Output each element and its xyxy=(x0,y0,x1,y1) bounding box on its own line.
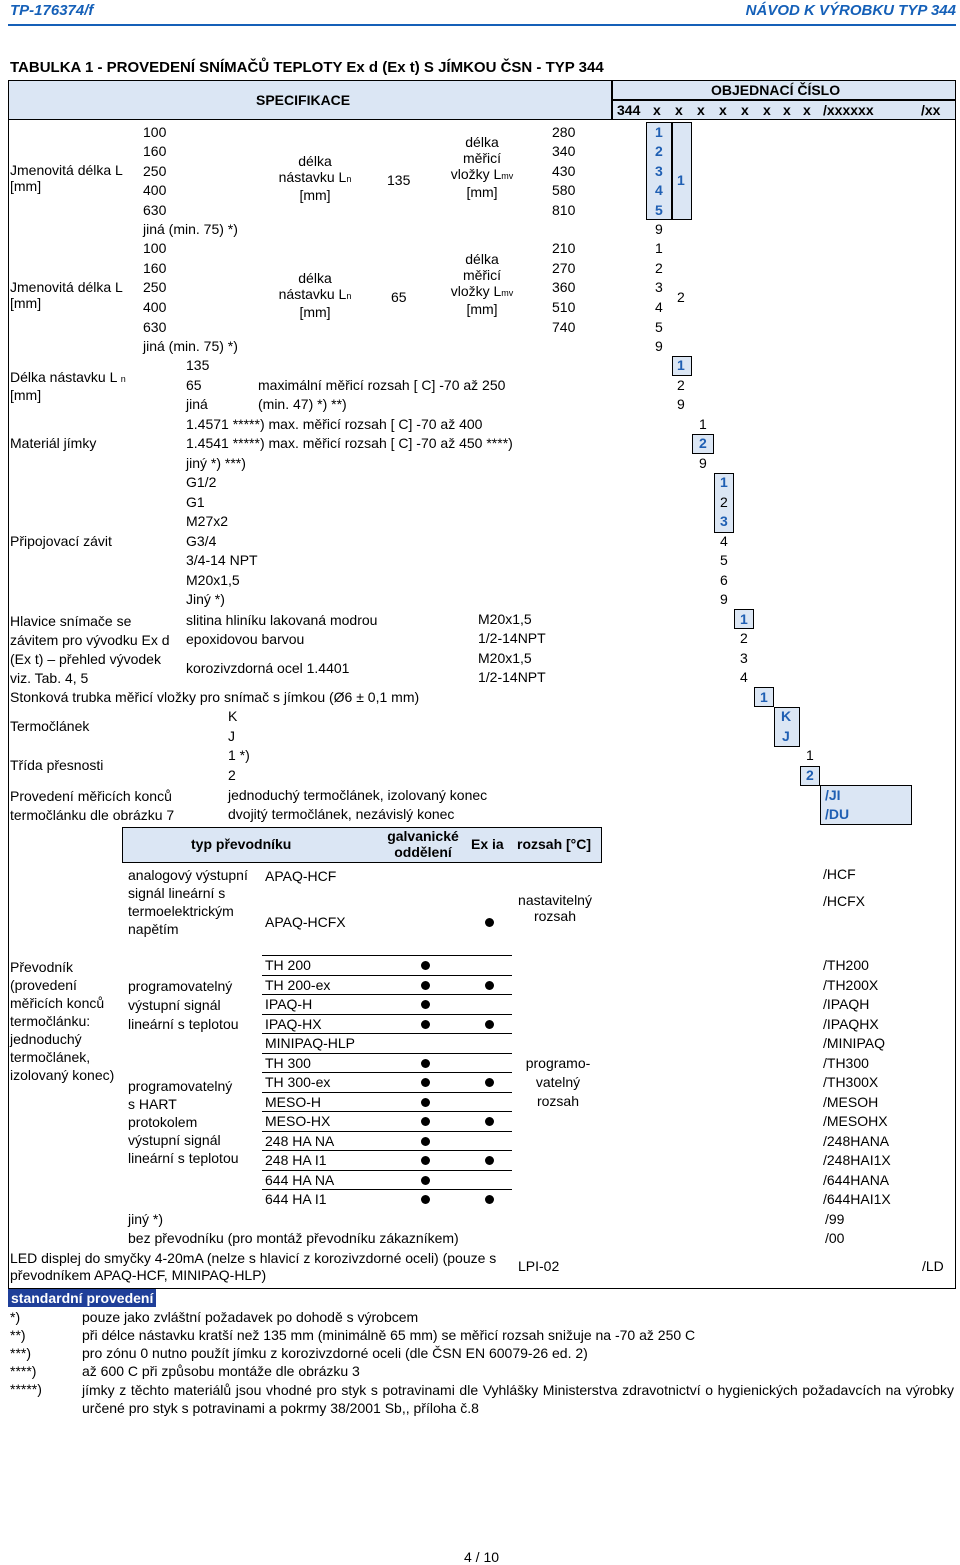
code-1-3: 3 xyxy=(655,163,663,179)
material-code-2: 2 xyxy=(699,435,707,451)
ends-ji: jednoduchý termočlánek, izolovaný konec xyxy=(228,787,488,803)
insert-label-2: délka měřicí vložky Lmv [mm] xyxy=(450,251,514,317)
note-text-4: až 600 C při způsobu montáže dle obrázku 3 xyxy=(82,1363,360,1379)
insert-2-270: 270 xyxy=(552,260,576,276)
converter-code-other: /99 xyxy=(825,1211,845,1227)
ext-value-2: 65 xyxy=(391,289,407,305)
galvanic-dot xyxy=(421,1117,430,1126)
ext-row-135: 135 xyxy=(186,357,210,373)
code-2-5: 5 xyxy=(655,319,663,335)
head-thread-3: M20x1,5 xyxy=(478,650,532,666)
converter-group-analog: analogový výstupní signál lineární s termoelektrickým napětím xyxy=(128,867,248,937)
note-text-3: pro zónu 0 nutno použít jímku z korozivzdorné oceli (dle ČSN EN 60079-26 ed. 2) xyxy=(82,1345,588,1361)
converter-header: typ převodníku galvanické oddělení Ex ia rozsah [°C] xyxy=(122,827,602,863)
accuracy-label: Třída přesnosti xyxy=(10,757,104,773)
galvanic-dot xyxy=(421,981,430,990)
converter-code-11: /248HANA xyxy=(823,1133,890,1149)
galvanic-dot xyxy=(421,1078,430,1087)
converter-type-4: IPAQ-H xyxy=(265,996,313,1012)
galvanic-dot xyxy=(421,1137,430,1146)
thread-code-6: 6 xyxy=(720,572,728,588)
head-thread-1: M20x1,5 xyxy=(478,611,532,627)
galvanic-dot xyxy=(421,1195,430,1204)
ext-length-label: Délka nástavku L n [mm] xyxy=(10,369,126,403)
ext-code-1: 1 xyxy=(677,357,685,373)
page-number: 4 / 10 xyxy=(464,1549,500,1565)
insert-1-580: 580 xyxy=(552,182,576,198)
code-1-2: 2 xyxy=(655,143,663,159)
table-title: TABULKA 1 - PROVEDENÍ SNÍMAČŮ TEPLOTY Ex d (Ex t) S JÍMKOU ČSN - TYP 344 xyxy=(10,59,604,76)
insert-2-210: 210 xyxy=(552,240,576,256)
ends-code-du: /DU xyxy=(825,806,850,822)
galvanic-dot xyxy=(421,1020,430,1029)
note-key-2: **) xyxy=(10,1327,26,1343)
code-1-9: 9 xyxy=(655,221,663,237)
tc-code-j: J xyxy=(782,728,790,744)
converter-type-7: TH 300 xyxy=(265,1055,311,1071)
converter-other: jiný *) xyxy=(128,1211,164,1227)
ends-label: Provedení měřicích konců termočlánku dle obrázku 7 xyxy=(10,788,175,823)
thread-m20: M20x1,5 xyxy=(186,572,240,588)
converter-type-8: TH 300-ex xyxy=(265,1074,331,1090)
material-row-9: jiný *) ***) xyxy=(186,455,246,471)
material-label: Materiál jímky xyxy=(10,435,97,451)
note-text-1: pouze jako zvláštní požadavek po dohodě s výrobcem xyxy=(82,1309,419,1325)
converter-code-4: /IPAQH xyxy=(823,996,870,1012)
accuracy-code-2: 2 xyxy=(806,767,814,783)
head-thread-2: 1/2-14NPT xyxy=(478,630,546,646)
converter-none: bez převodníku (pro montáž převodníku zákazníkem) xyxy=(128,1230,459,1246)
exia-dot xyxy=(485,1020,494,1029)
len-1-160: 160 xyxy=(143,143,167,159)
code-1-4: 4 xyxy=(655,182,663,198)
insert-1-280: 280 xyxy=(552,124,576,140)
galvanic-dot xyxy=(421,1059,430,1068)
ext-value-1: 135 xyxy=(387,172,411,188)
ext-label-1: délka nástavku Ln [mm] xyxy=(278,153,352,203)
insert-1-810: 810 xyxy=(552,202,576,218)
doc-type: NÁVOD K VÝROBKU TYP 344 xyxy=(745,2,956,19)
thermocouple-label: Termočlánek xyxy=(10,718,90,734)
ext-code-2: 2 xyxy=(677,377,685,393)
accuracy-1: 1 *) xyxy=(228,747,250,763)
head-code-1: 1 xyxy=(740,611,748,627)
len-1-250: 250 xyxy=(143,163,167,179)
thread-code-3: 3 xyxy=(720,513,728,529)
converter-code-3: /TH200X xyxy=(823,977,879,993)
converter-type-6: MINIPAQ-HLP xyxy=(265,1035,355,1051)
converter-code-none: /00 xyxy=(825,1230,845,1246)
converter-type-3: TH 200-ex xyxy=(265,977,331,993)
tc-code-k: K xyxy=(781,708,792,724)
converter-code-14: /644HAI1X xyxy=(823,1191,891,1207)
code-2-2: 2 xyxy=(655,260,663,276)
head-code-2: 2 xyxy=(740,630,748,646)
len-1-other: jiná (min. 75) *) xyxy=(143,221,238,237)
accuracy-2: 2 xyxy=(228,767,236,783)
insert-2-510: 510 xyxy=(552,299,576,315)
insert-2-740: 740 xyxy=(552,319,576,335)
len-2-160: 160 xyxy=(143,260,167,276)
exia-dot xyxy=(485,1156,494,1165)
galvanic-dot xyxy=(421,1000,430,1009)
group-code-1: 1 xyxy=(677,172,685,188)
code-col-ext-1 xyxy=(672,122,692,220)
note-key-1: *) xyxy=(10,1309,21,1325)
converter-code-2: /TH200 xyxy=(823,957,869,973)
converter-type-10: MESO-HX xyxy=(265,1113,331,1129)
header-rule xyxy=(8,24,956,26)
ext-code-9: 9 xyxy=(677,396,685,412)
converter-type-12: 248 HA I1 xyxy=(265,1152,327,1168)
spec-header: SPECIFIKACE xyxy=(8,80,612,120)
len-2-630: 630 xyxy=(143,319,167,335)
converter-code-12: /248HAI1X xyxy=(823,1152,891,1168)
thread-code-4: 4 xyxy=(720,533,728,549)
exia-dot xyxy=(485,1078,494,1087)
note-key-5: *****) xyxy=(10,1381,42,1397)
thread-g1: G1 xyxy=(186,494,205,510)
thread-g12: G1/2 xyxy=(186,474,217,490)
converter-code-10: /MESOHX xyxy=(823,1113,888,1129)
converter-code-7: /TH300 xyxy=(823,1055,869,1071)
order-columns: 344 x x x x x x x x /xxxxxx /xx xyxy=(612,100,956,120)
thread-code-2: 2 xyxy=(720,494,728,510)
code-1-1: 1 xyxy=(655,124,663,140)
exia-dot xyxy=(485,918,494,927)
material-row-1: 1.4571 *****) max. měřicí rozsah [ C] -70 až 400 xyxy=(186,416,483,432)
exia-dot xyxy=(485,981,494,990)
converter-range-programmable: programo-vatelný rozsah xyxy=(525,1055,591,1109)
led-label: LED displej do smyčky 4-20mA (nelze s hlavicí z korozivzdorné oceli) (pouze s převodníkem APAQ-HCF, MINIPAQ-HLP) xyxy=(10,1250,497,1283)
material-row-2: 1.4541 *****) max. měřicí rozsah [ C] -70 až 450 ****) xyxy=(186,435,513,451)
sheath-label: Stonková trubka měřicí vložky pro snímač s jímkou (Ø6 ± 0,1 mm) xyxy=(10,689,420,705)
thread-code-1: 1 xyxy=(720,474,728,490)
converter-code-5: /IPAQHX xyxy=(823,1016,879,1032)
len-2-400: 400 xyxy=(143,299,167,315)
converter-code-13: /644HANA xyxy=(823,1172,890,1188)
material-code-1: 1 xyxy=(699,416,707,432)
galvanic-dot xyxy=(421,1098,430,1107)
converter-type-5: IPAQ-HX xyxy=(265,1016,322,1032)
converter-code-9: /MESOH xyxy=(823,1094,879,1110)
head-thread-4: 1/2-14NPT xyxy=(478,669,546,685)
converter-type-9: MESO-H xyxy=(265,1094,321,1110)
doc-id: TP-176374/f xyxy=(10,2,94,19)
material-code-9: 9 xyxy=(699,455,707,471)
len-2-100: 100 xyxy=(143,240,167,256)
converter-type-14: 644 HA I1 xyxy=(265,1191,327,1207)
led-type: LPI-02 xyxy=(518,1258,560,1274)
galvanic-dot xyxy=(421,1176,430,1185)
ends-code-ji: /JI xyxy=(825,787,841,803)
converter-type-2: TH 200 xyxy=(265,957,311,973)
order-header: OBJEDNACÍ ČÍSLO xyxy=(612,80,956,100)
converter-type-11: 248 HA NA xyxy=(265,1133,335,1149)
head-code-4: 4 xyxy=(740,669,748,685)
insert-2-360: 360 xyxy=(552,279,576,295)
tc-k: K xyxy=(228,708,238,724)
code-2-3: 3 xyxy=(655,279,663,295)
thread-npt: 3/4-14 NPT xyxy=(186,552,258,568)
note-text-5: jímky z těchto materiálů jsou vhodné pro styk s potravinami dle Vyhlášky Ministerstva zdravotnictví o hygienických požadavcích na výrobky určené pro styk s potravinami a pokrmy 38/2001 Sb,, příloha č.8 xyxy=(82,1382,954,1416)
len-1-400: 400 xyxy=(143,182,167,198)
code-2-9: 9 xyxy=(655,338,663,354)
accuracy-code-1: 1 xyxy=(806,747,814,763)
thread-other: Jiný *) xyxy=(186,591,225,607)
converter-code-0: /HCF xyxy=(823,866,856,882)
ext-row-other: jiná xyxy=(186,396,208,412)
nominal-length-label-1: Jmenovitá délka L [mm] xyxy=(10,162,123,194)
exia-dot xyxy=(485,1117,494,1126)
insert-1-340: 340 xyxy=(552,143,576,159)
head-code-3: 3 xyxy=(740,650,748,666)
thread-g34: G3/4 xyxy=(186,533,217,549)
head-mat-steel: korozivzdorná ocel 1.4401 xyxy=(186,660,350,676)
group-code-2: 2 xyxy=(677,289,685,305)
head-label: Hlavice snímače se závitem pro vývodku Ex d (Ex t) – přehled vývodek viz. Tab. 4, 5 xyxy=(10,613,170,686)
converter-type-13: 644 HA NA xyxy=(265,1172,335,1188)
note-key-4: ****) xyxy=(10,1363,37,1379)
ext-row-65: 65 xyxy=(186,377,202,393)
ext-row-65-note: maximální měřicí rozsah [ C] -70 až 250 xyxy=(258,377,506,393)
galvanic-dot xyxy=(421,961,430,970)
standard-legend: standardní provedení xyxy=(8,1289,156,1307)
converter-code-6: /MINIPAQ xyxy=(823,1035,885,1051)
thread-code-9: 9 xyxy=(720,591,728,607)
converter-code-8: /TH300X xyxy=(823,1074,879,1090)
tc-j: J xyxy=(228,728,235,744)
insert-1-430: 430 xyxy=(552,163,576,179)
ext-row-other-note: (min. 47) *) **) xyxy=(258,396,347,412)
converter-type-0: APAQ-HCF xyxy=(265,868,337,884)
len-2-250: 250 xyxy=(143,279,167,295)
len-1-630: 630 xyxy=(143,202,167,218)
nominal-length-label-2: Jmenovitá délka L [mm] xyxy=(10,279,123,311)
converter-group-programmable: programovatelný výstupní signál lineární s teplotou xyxy=(128,978,239,1032)
code-2-1: 1 xyxy=(655,240,663,256)
converter-code-1: /HCFX xyxy=(823,893,865,909)
thread-label: Připojovací závit xyxy=(10,533,112,549)
led-code: /LD xyxy=(922,1258,944,1274)
converter-group-hart: programovatelný s HART protokolem výstupní signál lineární s teplotou xyxy=(128,1078,239,1166)
galvanic-dot xyxy=(421,1156,430,1165)
sheath-code: 1 xyxy=(760,689,768,705)
len-2-other: jiná (min. 75) *) xyxy=(143,338,238,354)
note-text-2: při délce nástavku kratší než 135 mm (minimálně 65 mm) se měřicí rozsah snižuje na -70 až 250 C xyxy=(82,1327,696,1343)
converter-range-adjustable: nastavitelný rozsah xyxy=(518,892,592,924)
converter-type-1: APAQ-HCFX xyxy=(265,914,346,930)
head-mat-aluminium: slitina hliníku lakovaná modrou epoxidovou barvou xyxy=(186,612,378,647)
code-2-4: 4 xyxy=(655,299,663,315)
exia-dot xyxy=(485,1195,494,1204)
note-key-3: ***) xyxy=(10,1345,32,1361)
ends-du: dvojitý termočlánek, nezávislý konec xyxy=(228,806,455,822)
ext-label-2: délka nástavku Ln [mm] xyxy=(278,270,352,320)
thread-code-5: 5 xyxy=(720,552,728,568)
code-1-5: 5 xyxy=(655,202,663,218)
thread-m27: M27x2 xyxy=(186,513,229,529)
insert-label-1: délka měřicí vložky Lmv [mm] xyxy=(450,134,514,200)
converter-label: Převodník (provedení měřicích konců termočlánku: jednoduchý termočlánek, izolovaný konec) xyxy=(10,959,115,1083)
len-1-100: 100 xyxy=(143,124,167,140)
